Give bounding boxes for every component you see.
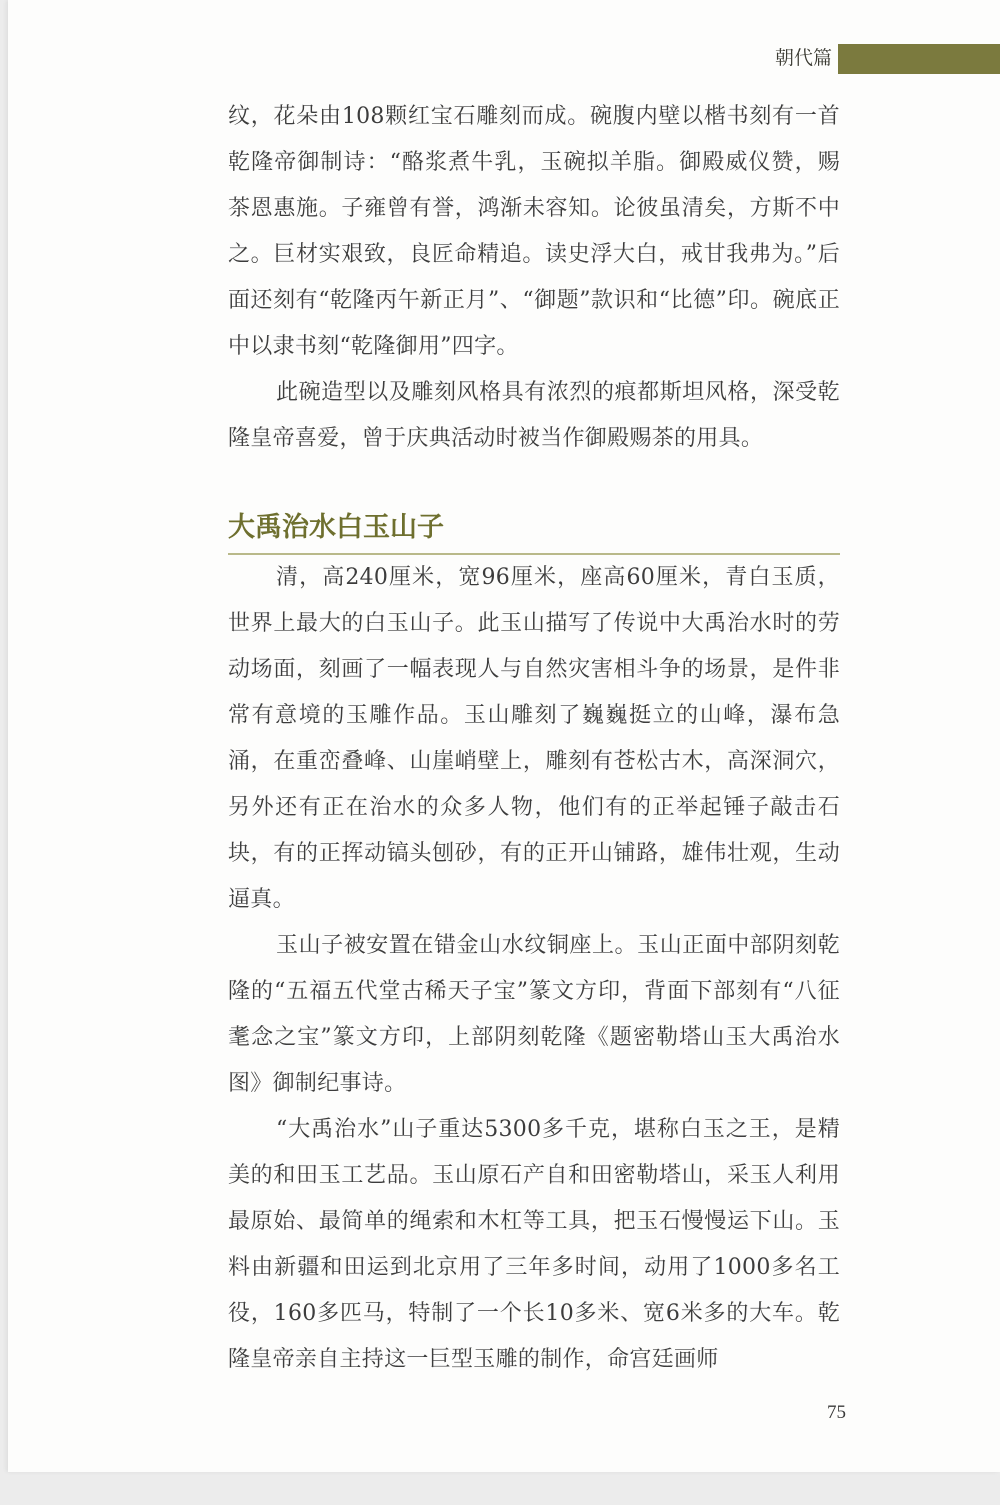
chapter-color-bar xyxy=(838,44,1000,74)
paragraph-bowl-style: 此碗造型以及雕刻风格具有浓烈的痕都斯坦风格，深受乾隆皇帝喜爱，曾于庆典活动时被当作御殿赐茶的用具。 xyxy=(228,380,840,451)
page-number: 75 xyxy=(827,1402,846,1423)
paragraph-poem-inscription: 纹，花朵由108颗红宝石雕刻而成。碗腹内壁以楷书刻有一首乾隆帝御制诗：“酪浆煮牛乳，玉碗拟羊脂。御殿威仪赞，赐茶恩惠施。子雍曾有誉，鸿渐未容知。论彼虽清矣，方斯不中之。巨材实艰致，良匠命精追。读史浮大白，戒甘我弗为。”后面还刻有“乾隆丙午新正月”、“御题”款识和“比德”印。碗底正中以隶书刻“乾隆御用”四字。 xyxy=(228,104,840,359)
paragraph-jade-seals: 玉山子被安置在错金山水纹铜座上。玉山正面中部阴刻乾隆的“五福五代堂古稀天子宝”篆文方印，背面下部刻有“八征耄念之宝”篆文方印，上部阴刻乾隆《题密勒塔山玉大禹治水图》御制纪事诗。 xyxy=(228,933,840,1096)
top-text-block xyxy=(228,94,840,462)
paragraph-jade-history: “大禹治水”山子重达5300多千克，堪称白玉之王，是精美的和田玉工艺品。玉山原石产自和田密勒塔山，采玉人利用最原始、最简单的绳索和木杠等工具，把玉石慢慢运下山。玉料由新疆和田运到北京用了三年多时间，动用了1000多名工役，160多匹马，特制了一个长10多米、宽6米多的大车。乾隆皇帝亲自主持这一巨型玉雕的制作，命宫廷画师 xyxy=(228,1117,840,1372)
section-text-block xyxy=(228,555,840,1383)
section-title: 大禹治水白玉山子 xyxy=(228,512,444,543)
chapter-label: 朝代篇 xyxy=(774,47,832,69)
paragraph-jade-description: 清，高240厘米，宽96厘米，座高60厘米，青白玉质，世界上最大的白玉山子。此玉山描写了传说中大禹治水时的劳动场面，刻画了一幅表现人与自然灾害相斗争的场景，是件非常有意境的玉雕作品。玉山雕刻了巍巍挺立的山峰，瀑布急涌，在重峦叠峰、山崖峭壁上，雕刻有苍松古木，高深洞穴，另外还有正在治水的众多人物，他们有的正举起锤子敲击石块，有的正挥动镐头刨砂，有的正开山铺路，雄伟壮观，生动逼真。 xyxy=(228,565,840,912)
